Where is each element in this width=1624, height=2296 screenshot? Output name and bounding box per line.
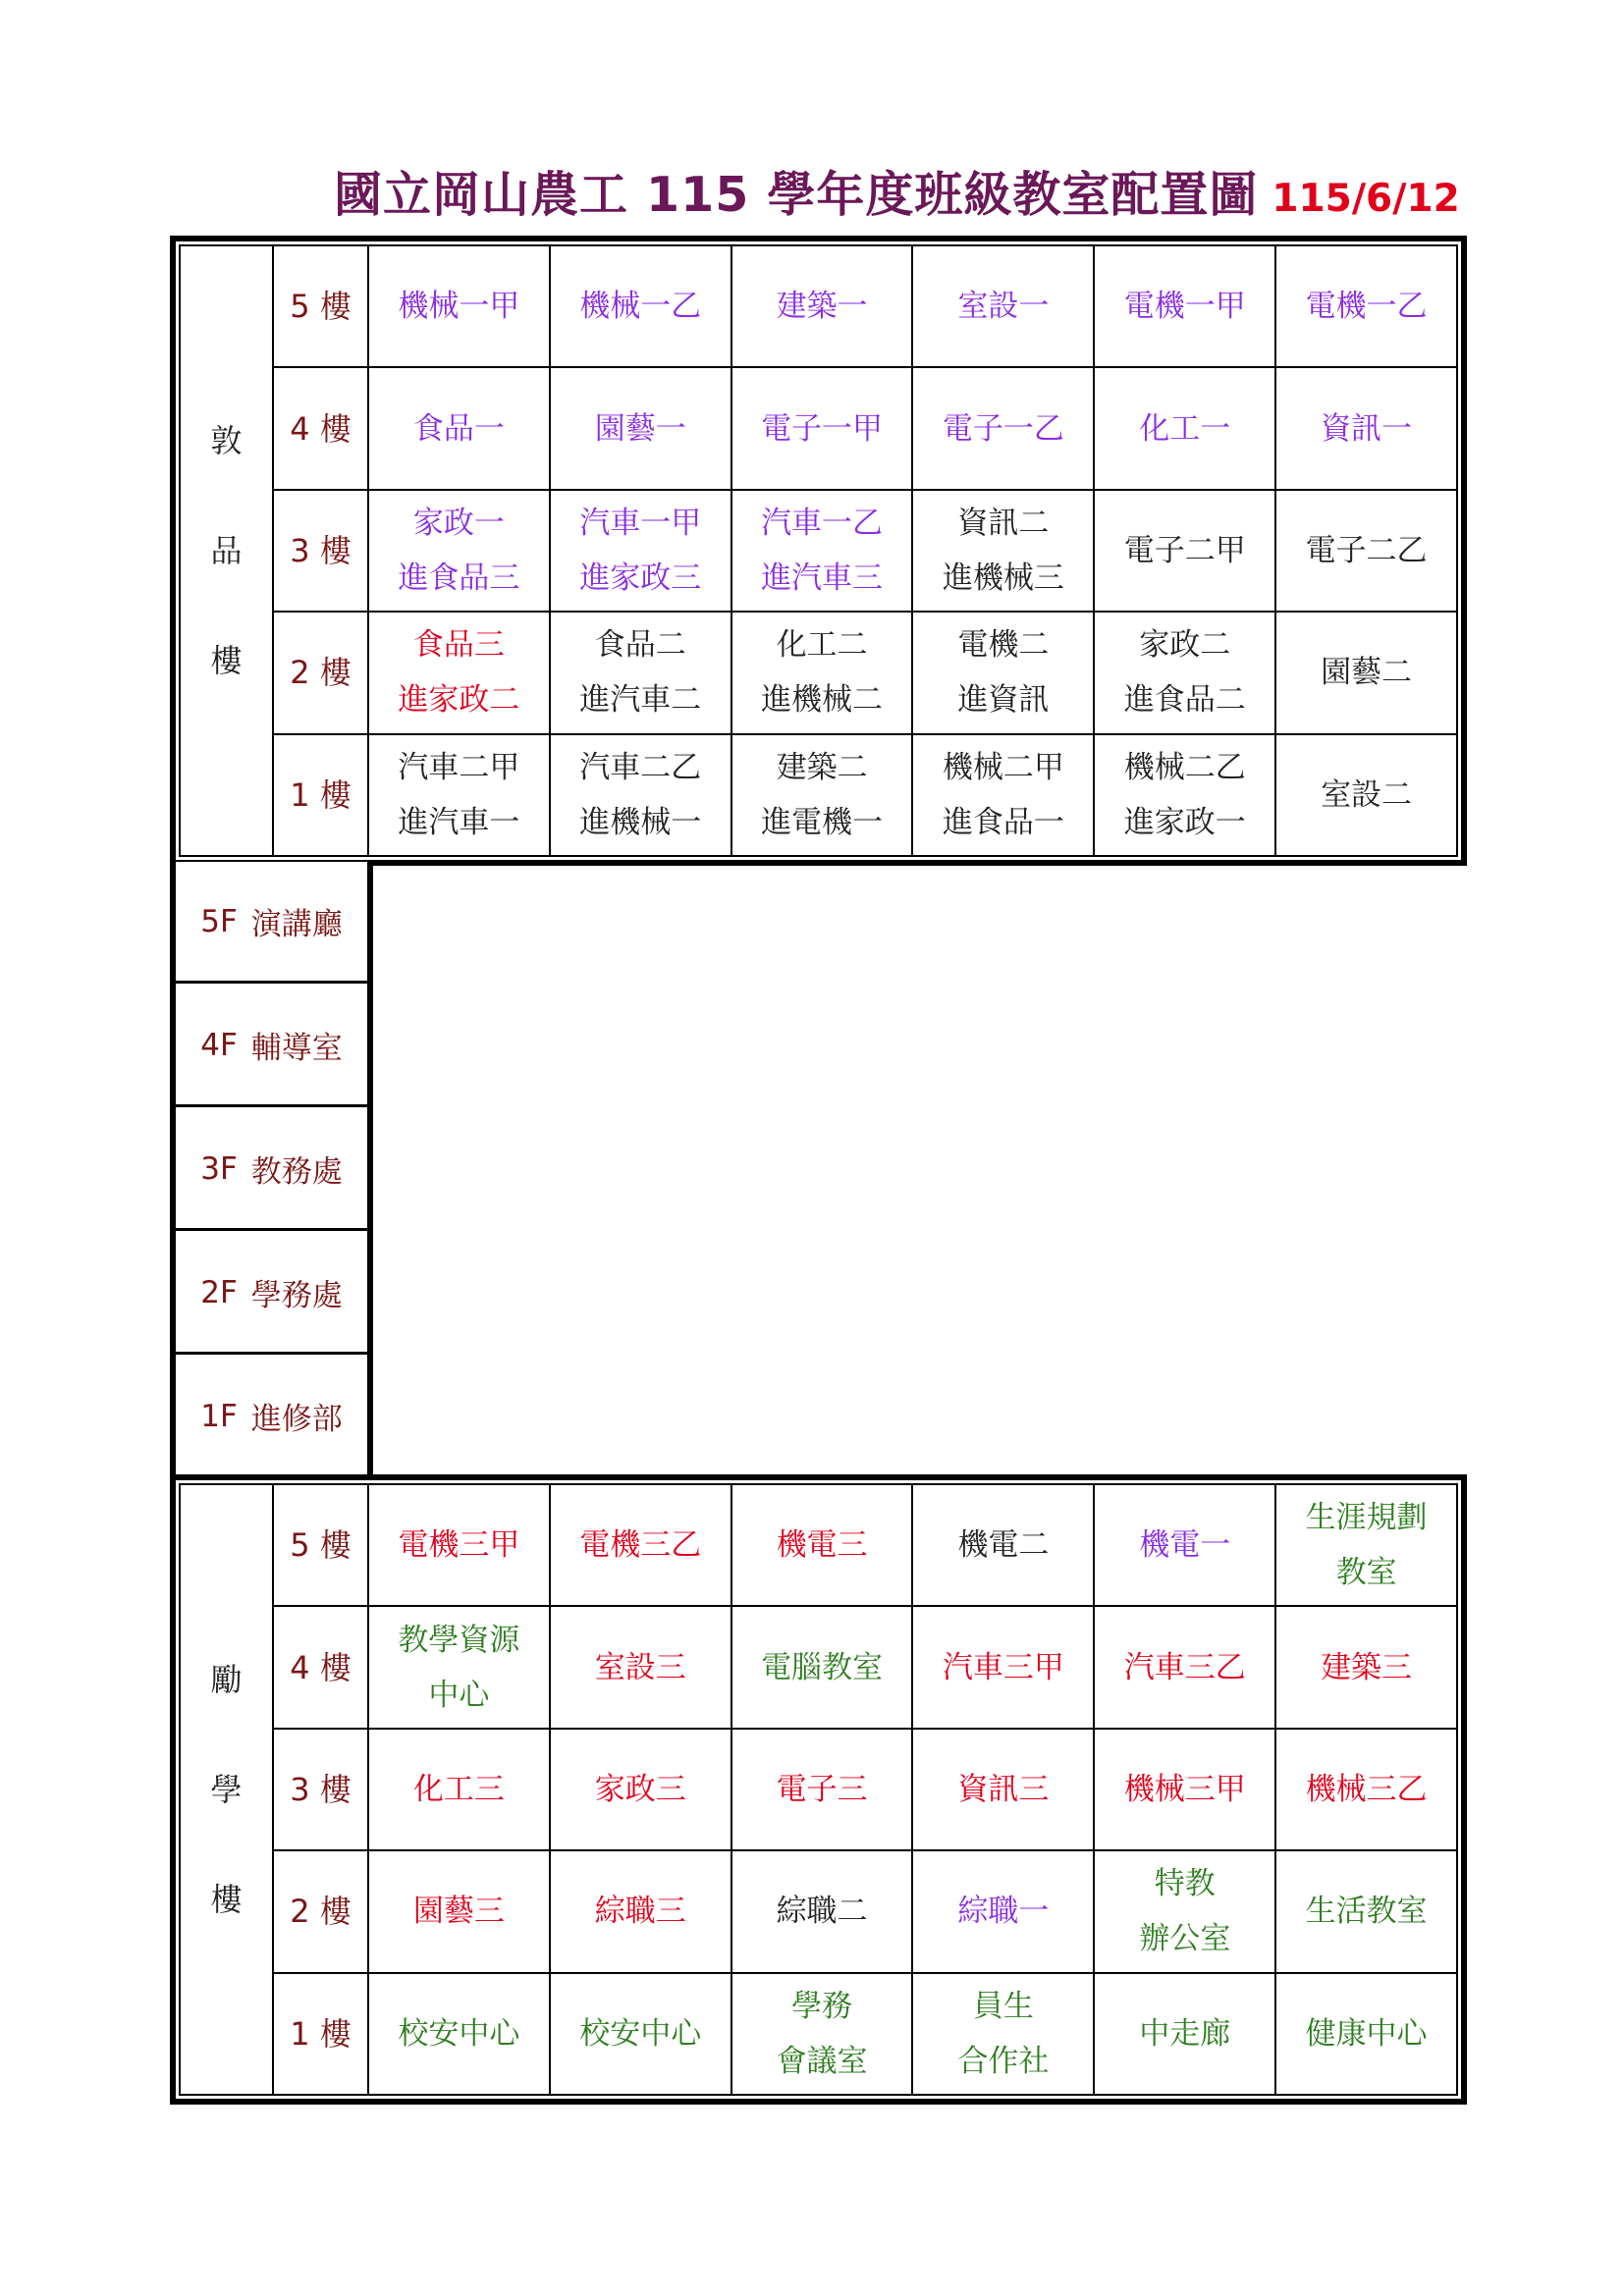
floor-row (180, 734, 1457, 856)
building-name-char: 學 (210, 1771, 243, 1808)
classroom-label: 綜職一 (957, 1894, 1050, 1930)
classroom-cell (1094, 1850, 1275, 1972)
classroom-label: 建築三 (1321, 1649, 1413, 1685)
floor-label: 5 樓 (273, 245, 368, 367)
classroom-cell (550, 367, 731, 489)
admin-building (170, 862, 373, 1480)
admin-office-name: 學務處 (250, 1278, 343, 1313)
classroom-label: 進電機一 (761, 804, 884, 840)
classroom-cell (1275, 1484, 1457, 1606)
admin-office-name: 進修部 (250, 1402, 343, 1437)
floor-label: 1 樓 (273, 1973, 368, 2095)
floor-label: 2 樓 (273, 1850, 368, 1972)
admin-office-row (176, 1233, 367, 1355)
classroom-label: 園藝一 (594, 410, 686, 447)
classroom-label: 家政三 (594, 1771, 686, 1807)
admin-office-row (176, 1357, 367, 1478)
building-name-char: 品 (210, 532, 243, 569)
classroom-cell (731, 734, 913, 856)
dunpin-building (170, 236, 1467, 866)
classroom-label: 進汽車一 (398, 804, 520, 840)
classroom-cell (912, 1729, 1094, 1850)
classroom-label: 機電三 (776, 1527, 868, 1564)
lixue-building (170, 1474, 1467, 2105)
classroom-cell (1094, 490, 1275, 612)
admin-floor-label: 5F (200, 903, 238, 939)
floor-row (180, 1606, 1457, 1728)
floor-row (180, 490, 1457, 612)
classroom-label: 辦公室 (1139, 1921, 1231, 1957)
lixue-table (179, 1483, 1458, 2096)
classroom-cell (550, 490, 731, 612)
classroom-label: 生涯規劃 (1305, 1500, 1428, 1536)
classroom-label: 汽車二乙 (579, 749, 702, 785)
floor-row (180, 245, 1457, 367)
floor-label: 4 樓 (273, 367, 368, 489)
classroom-cell (550, 1850, 731, 1972)
classroom-cell (1094, 1484, 1275, 1606)
classroom-cell (912, 1850, 1094, 1972)
classroom-cell (731, 1850, 913, 1972)
classroom-label: 建築二 (776, 749, 868, 785)
classroom-label: 進家政一 (1123, 804, 1246, 840)
classroom-label: 電腦教室 (761, 1649, 884, 1685)
classroom-label: 綜職二 (776, 1894, 868, 1930)
classroom-label: 生活教室 (1305, 1894, 1428, 1930)
classroom-cell (368, 1484, 550, 1606)
classroom-label: 電機三甲 (398, 1527, 520, 1564)
admin-office-name: 演講廳 (250, 907, 343, 942)
classroom-cell (731, 245, 913, 367)
classroom-cell (368, 245, 550, 367)
classroom-cell (550, 1973, 731, 2095)
classroom-label: 中走廊 (1139, 2015, 1231, 2052)
floor-label: 2 樓 (273, 612, 368, 733)
classroom-label: 進汽車二 (579, 682, 702, 719)
classroom-label: 進汽車三 (761, 560, 884, 596)
classroom-label: 教室 (1335, 1555, 1397, 1591)
floor-label: 3 樓 (273, 490, 368, 612)
classroom-label: 電機三乙 (579, 1527, 702, 1564)
classroom-label: 電子一乙 (942, 410, 1064, 447)
admin-office-row (176, 1109, 367, 1231)
admin-floor-label: 3F (200, 1150, 238, 1187)
classroom-label: 進食品二 (1123, 682, 1246, 719)
classroom-cell (731, 367, 913, 489)
classroom-label: 中心 (428, 1677, 490, 1713)
classroom-label: 家政二 (1139, 627, 1231, 664)
building-name-char: 勵 (210, 1661, 243, 1698)
classroom-label: 電機二 (957, 627, 1050, 664)
classroom-label: 資訊一 (1321, 410, 1413, 447)
floor-label: 1 樓 (273, 734, 368, 856)
classroom-cell (550, 734, 731, 856)
classroom-cell (368, 1729, 550, 1850)
classroom-cell (912, 612, 1094, 733)
classroom-label: 電子二乙 (1305, 532, 1428, 568)
floor-label: 5 樓 (273, 1484, 368, 1606)
classroom-label: 電子一甲 (761, 410, 884, 447)
classroom-cell (912, 367, 1094, 489)
classroom-label: 室設一 (957, 289, 1050, 325)
classroom-cell (1094, 1973, 1275, 2095)
classroom-label: 化工三 (412, 1771, 505, 1807)
classroom-label: 園藝三 (412, 1894, 505, 1930)
classroom-label: 化工二 (776, 627, 868, 664)
classroom-label: 進家政三 (579, 560, 702, 596)
admin-office-name: 教務處 (250, 1154, 343, 1190)
classroom-label: 食品三 (412, 627, 505, 664)
classroom-cell (368, 367, 550, 489)
classroom-cell (1094, 734, 1275, 856)
classroom-cell (731, 1973, 913, 2095)
classroom-cell (1275, 1606, 1457, 1728)
admin-floor-label: 2F (200, 1274, 238, 1310)
building-name (180, 245, 273, 856)
classroom-cell (912, 734, 1094, 856)
classroom-cell (1275, 245, 1457, 367)
classroom-cell (1275, 612, 1457, 733)
floor-row (180, 1973, 1457, 2095)
floor-row (180, 1484, 1457, 1606)
classroom-label: 汽車三乙 (1123, 1649, 1246, 1685)
classroom-label: 機械二乙 (1123, 749, 1246, 785)
classroom-label: 食品一 (412, 410, 505, 447)
classroom-label: 員生 (972, 1988, 1034, 2024)
classroom-label: 合作社 (957, 2043, 1050, 2079)
classroom-label: 建築一 (776, 289, 868, 325)
classroom-cell (731, 612, 913, 733)
admin-office-row (176, 862, 367, 984)
classroom-cell (550, 1484, 731, 1606)
building-name-char: 敦 (210, 422, 243, 459)
classroom-label: 校安中心 (398, 2015, 520, 2052)
classroom-label: 校安中心 (579, 2015, 702, 2052)
dunpin-table (179, 244, 1458, 857)
classroom-label: 電機一甲 (1123, 289, 1246, 325)
classroom-label: 電子三 (776, 1771, 868, 1807)
classroom-label: 進機械一 (579, 804, 702, 840)
admin-office-name: 輔導室 (250, 1031, 343, 1066)
classroom-cell (1275, 367, 1457, 489)
classroom-cell (1094, 245, 1275, 367)
classroom-cell (912, 490, 1094, 612)
floor-label: 3 樓 (273, 1729, 368, 1850)
classroom-cell (368, 1606, 550, 1728)
header (334, 157, 1460, 226)
classroom-label: 進食品三 (398, 560, 520, 596)
classroom-cell (1094, 367, 1275, 489)
floor-row (180, 367, 1457, 489)
classroom-label: 教學資源 (398, 1622, 520, 1658)
classroom-label: 進資訊 (957, 682, 1050, 719)
classroom-label: 機械三乙 (1305, 1771, 1428, 1807)
classroom-label: 特教 (1154, 1866, 1216, 1902)
classroom-cell (368, 612, 550, 733)
classroom-cell (550, 1729, 731, 1850)
classroom-cell (731, 1729, 913, 1850)
classroom-cell (368, 490, 550, 612)
classroom-cell (1275, 1850, 1457, 1972)
classroom-label: 健康中心 (1305, 2015, 1428, 2052)
floor-row (180, 612, 1457, 733)
classroom-cell (1094, 1606, 1275, 1728)
classroom-label: 機械一甲 (398, 289, 520, 325)
floor-label: 4 樓 (273, 1606, 368, 1728)
page-title: 國立岡山農工 115 學年度班級教室配置圖 (334, 167, 1259, 223)
classroom-label: 資訊二 (957, 505, 1050, 541)
classroom-cell (731, 1606, 913, 1728)
classroom-label: 機電一 (1139, 1527, 1231, 1564)
classroom-cell (731, 490, 913, 612)
classroom-cell (550, 612, 731, 733)
classroom-cell (1094, 612, 1275, 733)
floor-row (180, 1729, 1457, 1850)
classroom-label: 資訊三 (957, 1771, 1050, 1807)
classroom-label: 家政一 (412, 505, 505, 541)
classroom-label: 室設二 (1321, 776, 1413, 813)
classroom-label: 機械一乙 (579, 289, 702, 325)
classroom-label: 汽車二甲 (398, 749, 520, 785)
classroom-label: 機電二 (957, 1527, 1050, 1564)
classroom-label: 進食品一 (942, 804, 1064, 840)
classroom-cell (1275, 490, 1457, 612)
classroom-label: 綜職三 (594, 1894, 686, 1930)
classroom-cell (912, 1973, 1094, 2095)
classroom-label: 食品二 (594, 627, 686, 664)
admin-floor-label: 4F (200, 1027, 238, 1063)
classroom-cell (368, 734, 550, 856)
classroom-cell (912, 1484, 1094, 1606)
building-name-char: 樓 (210, 1881, 243, 1918)
admin-office-row (176, 986, 367, 1107)
classroom-label: 進家政二 (398, 682, 520, 719)
classroom-cell (1275, 734, 1457, 856)
classroom-label: 學務 (791, 1988, 853, 2024)
floor-row (180, 1850, 1457, 1972)
classroom-cell (1094, 1729, 1275, 1850)
classroom-cell (368, 1973, 550, 2095)
classroom-label: 電機一乙 (1305, 289, 1428, 325)
admin-floor-label: 1F (200, 1398, 238, 1434)
classroom-cell (912, 1606, 1094, 1728)
document-date: 115/6/12 (1272, 177, 1460, 221)
classroom-label: 汽車三甲 (942, 1649, 1064, 1685)
classroom-cell (550, 245, 731, 367)
classroom-cell (912, 245, 1094, 367)
classroom-label: 電子二甲 (1123, 532, 1246, 568)
classroom-cell (550, 1606, 731, 1728)
classroom-label: 機械三甲 (1123, 1771, 1246, 1807)
classroom-cell (368, 1850, 550, 1972)
classroom-cell (1275, 1729, 1457, 1850)
classroom-label: 園藝二 (1321, 655, 1413, 691)
classroom-label: 汽車一乙 (761, 505, 884, 541)
classroom-cell (1275, 1973, 1457, 2095)
building-name (180, 1484, 273, 2095)
classroom-cell (731, 1484, 913, 1606)
classroom-label: 進機械二 (761, 682, 884, 719)
classroom-label: 室設三 (594, 1649, 686, 1685)
classroom-label: 進機械三 (942, 560, 1064, 596)
building-name-char: 樓 (210, 642, 243, 679)
classroom-label: 化工一 (1139, 410, 1231, 447)
classroom-label: 會議室 (776, 2043, 868, 2079)
classroom-label: 汽車一甲 (579, 505, 702, 541)
classroom-label: 機械二甲 (942, 749, 1064, 785)
